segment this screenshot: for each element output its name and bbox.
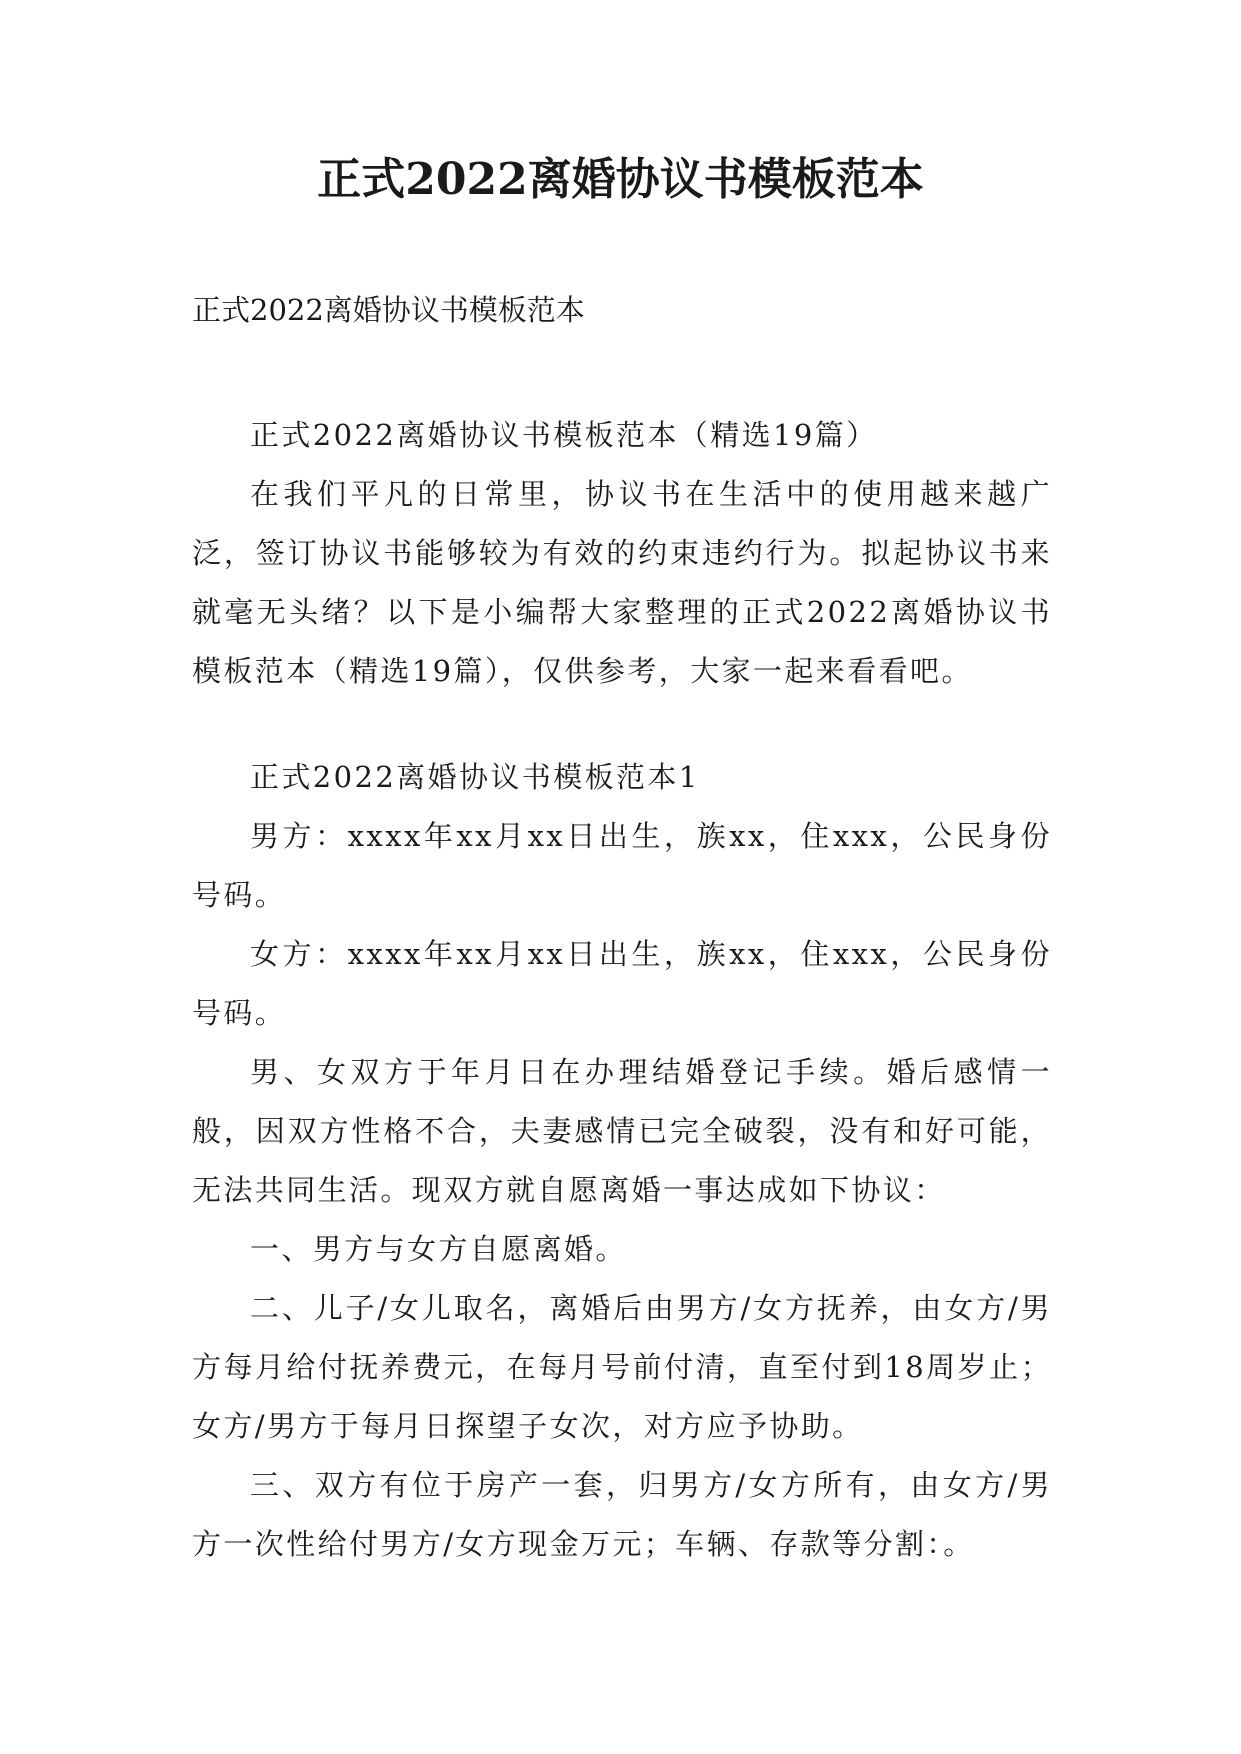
intro-heading: 正式2022离婚协议书模板范本（精选19篇） — [250, 418, 878, 452]
document-title: 正式2022离婚协议书模板范本 — [317, 154, 924, 205]
clause-two: 二、儿子/女儿取名，离婚后由男方/女方抚养，由女方/男方每月给付抚养费元，在每月号前付清，直至付到18周岁止；女方/男方于每月日探望子女次，对方应予协助。 — [192, 1291, 1052, 1443]
clause-one: 一、男方与女方自愿离婚。 — [250, 1232, 627, 1266]
document-subtitle: 正式2022离婚协议书模板范本 — [192, 293, 585, 327]
section-heading: 正式2022离婚协议书模板范本1 — [250, 760, 700, 794]
clause-three: 三、双方有位于房产一套，归男方/女方所有，由女方/男方一次性给付男方/女方现金万元；车辆、存款等分割：。 — [192, 1468, 1052, 1561]
male-party-paragraph: 男方：xxxx年xx月xx日出生，族xx，住xxx，公民身份号码。 — [192, 819, 1052, 912]
female-party-paragraph: 女方：xxxx年xx月xx日出生，族xx，住xxx，公民身份号码。 — [192, 937, 1052, 1030]
intro-paragraph: 在我们平凡的日常里，协议书在生活中的使用越来越广泛，签订协议书能够较为有效的约束违约行为。拟起协议书来就毫无头绪？以下是小编帮大家整理的正式2022离婚协议书模板范本（精选19篇），仅供参考，大家一起来看看吧。 — [192, 477, 1052, 688]
marriage-statement-paragraph: 男、女双方于年月日在办理结婚登记手续。婚后感情一般，因双方性格不合，夫妻感情已完全破裂，没有和好可能，无法共同生活。现双方就自愿离婚一事达成如下协议： — [192, 1055, 1052, 1207]
document-body — [192, 406, 1052, 1574]
